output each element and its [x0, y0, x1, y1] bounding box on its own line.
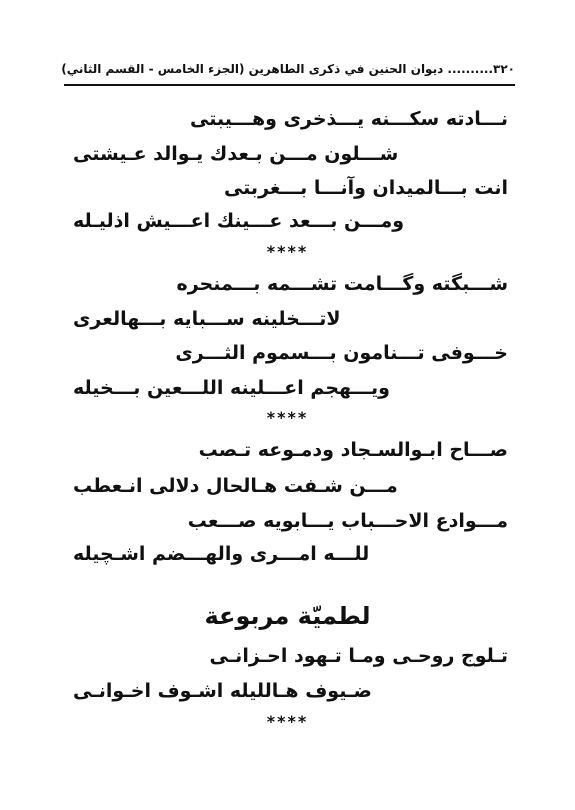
- stanza-separator: ****: [266, 408, 309, 427]
- verse-line: انت بـــالميدان وآنـــا بـــغربتى: [223, 177, 508, 199]
- verse-line: ضـيوف هـالليله اشـوف اخـوانـى: [73, 680, 372, 702]
- verse-line: تـلوج روحـى ومـا تـهود احـزانـى: [209, 645, 508, 667]
- verse-line: نـــادته سكـــنه يـــذخرى وهـــيبتى: [190, 108, 508, 130]
- section-title: لطميّة مربوعة: [204, 602, 371, 630]
- header-rule: [64, 84, 515, 86]
- verse-line: مـــوادع الاحـــباب يـــابويه صـــعب: [187, 510, 508, 532]
- verse-line: شـــلون مـــن بـعدك يـوالد عـيشتى: [73, 143, 399, 165]
- verse-line: ومـــن بـــعد عـــينك اعـــيش اذليـله: [73, 210, 405, 232]
- stanza-separator: ****: [266, 712, 309, 731]
- running-header: ٣٢٠.......... ديوان الحنين في ذكرى الطاهرين (الجزء الخامس - القسم الثاني): [61, 62, 515, 76]
- verse-line: صـــاح ابـوالسـجاد ودمـوعه تـصب: [198, 439, 508, 461]
- verse-line: للـــه امـــرى والهـــضم اشـچيله: [73, 543, 370, 565]
- verse-line: لاتـــخلينه ســـبايه بـــهالعرى: [73, 308, 341, 330]
- verse-line: مـــن شـفت هـالحال دلالى انـعطب: [73, 475, 398, 497]
- verse-line: خـــوفى تـــنامون بـــسموم الثـــرى: [175, 342, 508, 364]
- verse-line: شـــبگته وگـــامت تشـــمه بـــمنحره: [176, 273, 508, 295]
- verse-line: ويـــهجم اعـــلينه اللـــعين بـــخيله: [73, 377, 390, 399]
- stanza-separator: ****: [266, 242, 309, 261]
